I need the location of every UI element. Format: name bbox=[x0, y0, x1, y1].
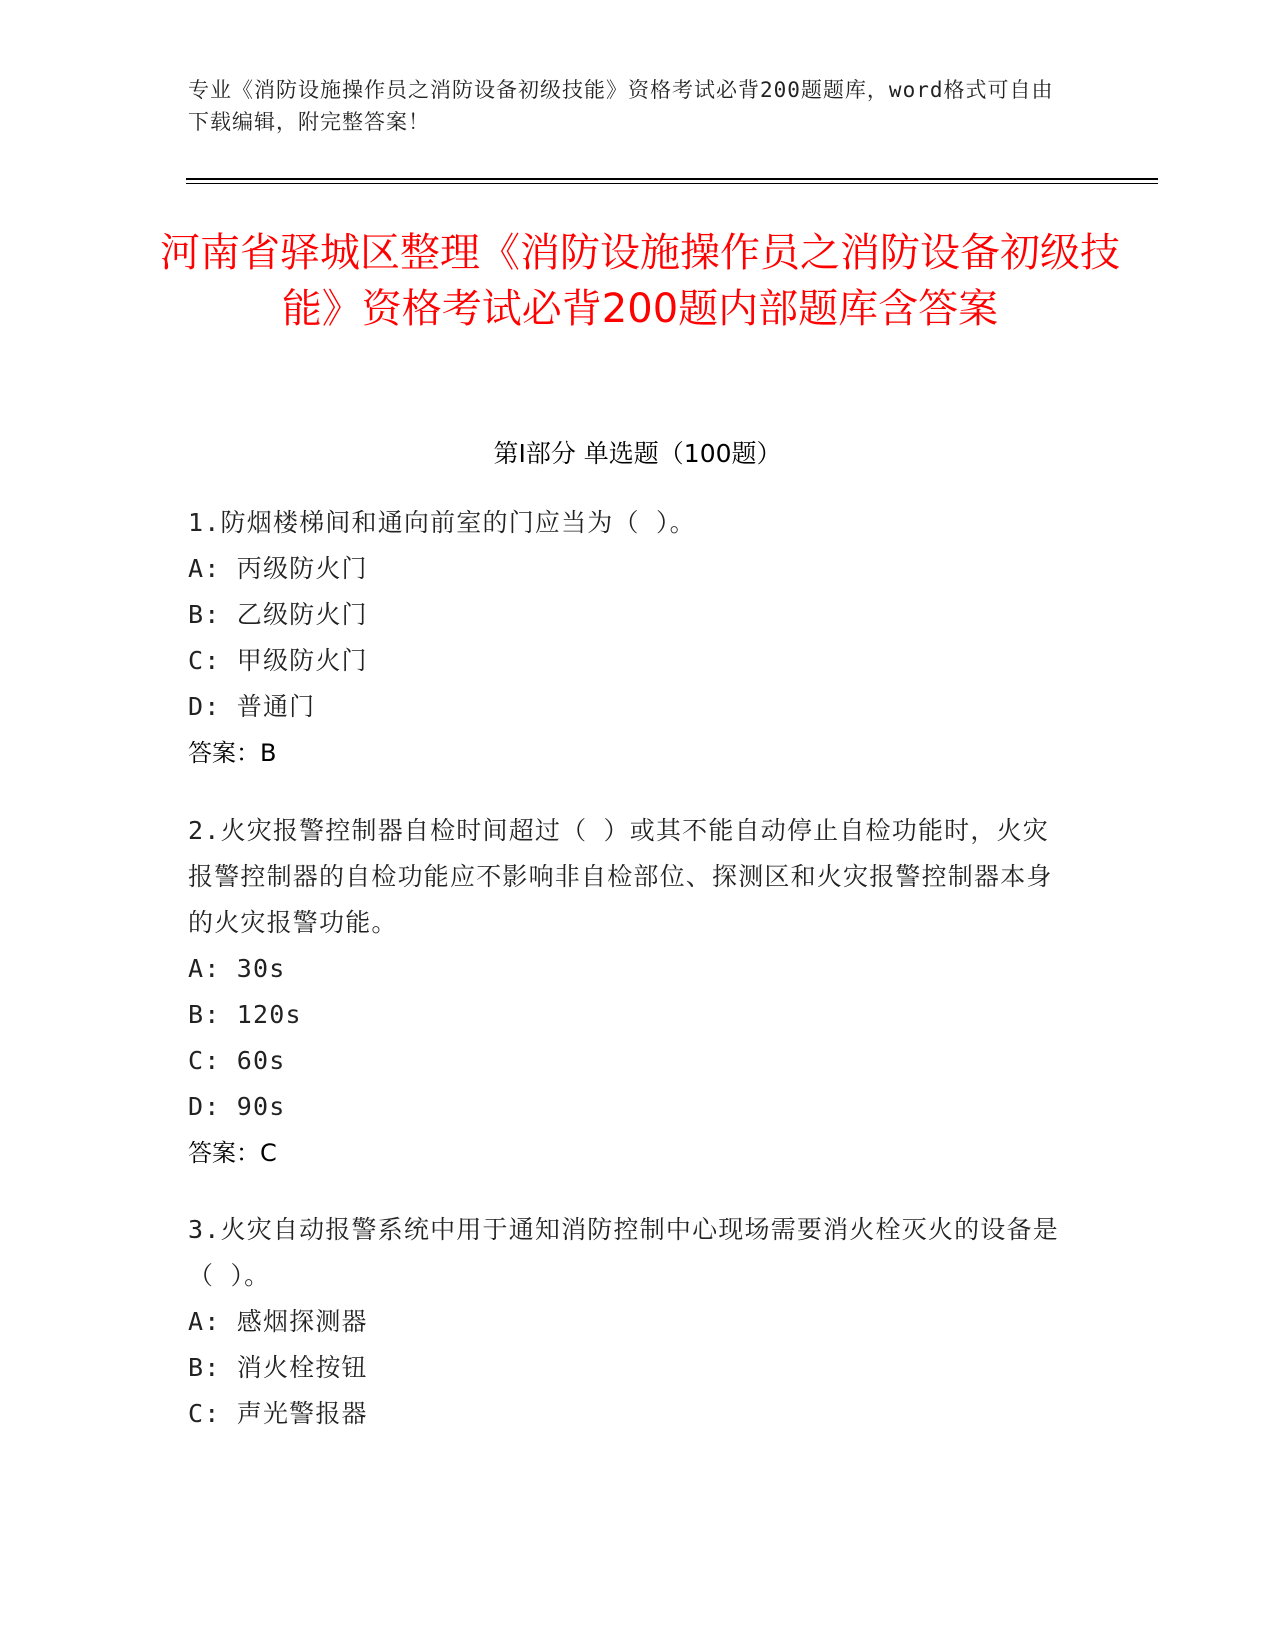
document-title: 河南省驿城区整理《消防设施操作员之消防设备初级技能》资格考试必背200题内部题库含答案 bbox=[160, 230, 1120, 332]
question-stem: 2.火灾报警控制器自检时间超过（ ）或其不能自动停止自检功能时，火灾报警控制器的自检功能应不影响非自检部位、探测区和火灾报警控制器本身的火灾报警功能。 bbox=[188, 816, 1053, 937]
option-a: A: 感烟探测器 bbox=[188, 1307, 368, 1336]
option-d: D: 90s bbox=[188, 1092, 286, 1121]
header-divider-thick bbox=[186, 178, 1158, 180]
option-b: B: 消火栓按钮 bbox=[188, 1353, 368, 1382]
option-a: A: 丙级防火门 bbox=[188, 554, 368, 583]
question-2 bbox=[188, 808, 1068, 1176]
header-note: 专业《消防设施操作员之消防设备初级技能》资格考试必背200题题库，word格式可自由下载编辑，附完整答案！ bbox=[188, 78, 1054, 134]
answer: 答案：B bbox=[188, 739, 277, 767]
question-stem: 3.火灾自动报警系统中用于通知消防控制中心现场需要消火栓灭火的设备是（ ）。 bbox=[188, 1215, 1059, 1290]
option-d: D: 普通门 bbox=[188, 692, 316, 721]
option-c: C: 甲级防火门 bbox=[188, 646, 368, 675]
option-c: C: 声光警报器 bbox=[188, 1399, 368, 1428]
question-3 bbox=[188, 1207, 1068, 1437]
option-a: A: 30s bbox=[188, 954, 286, 983]
section-title: 第Ⅰ部分 单选题（100题） bbox=[493, 439, 782, 468]
option-b: B: 120s bbox=[188, 1000, 302, 1029]
answer: 答案：C bbox=[188, 1139, 277, 1167]
question-1 bbox=[188, 500, 1068, 776]
option-c: C: 60s bbox=[188, 1046, 286, 1075]
option-b: B: 乙级防火门 bbox=[188, 600, 368, 629]
question-stem: 1.防烟楼梯间和通向前室的门应当为（ ）。 bbox=[188, 508, 696, 537]
header-divider-thin bbox=[186, 183, 1158, 184]
